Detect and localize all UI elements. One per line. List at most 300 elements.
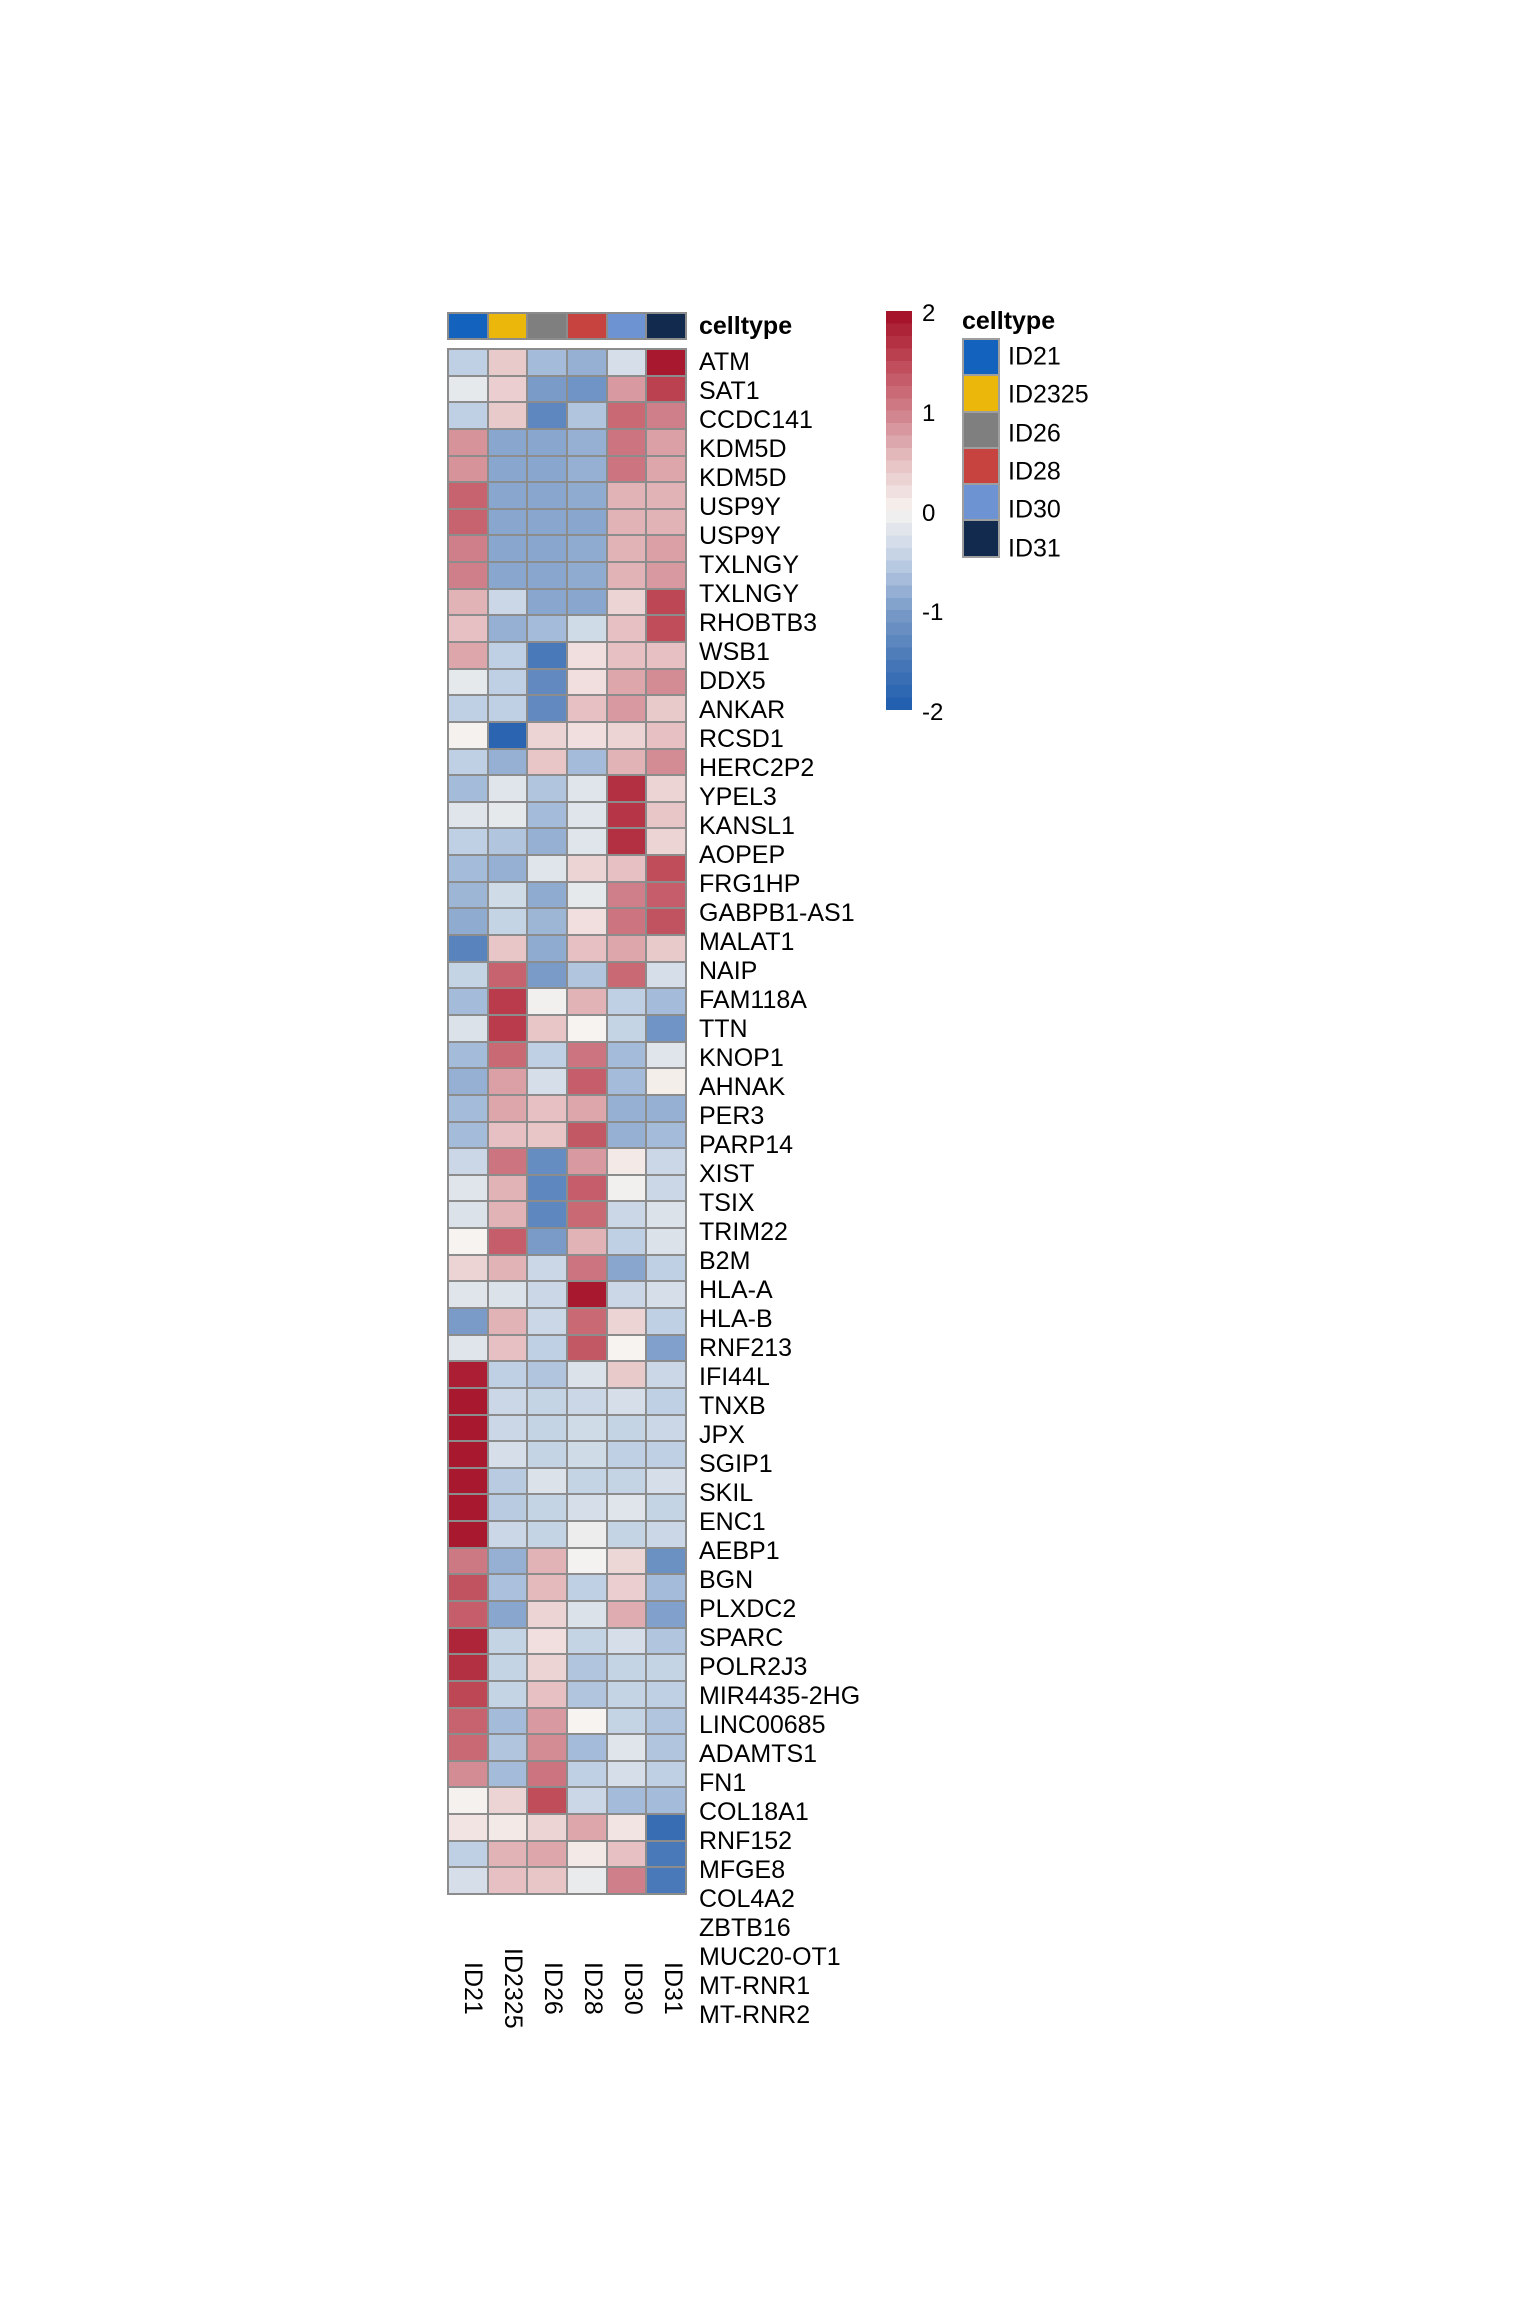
heatmap-cell [607, 722, 647, 749]
row-label: MUC20-OT1 [699, 1943, 841, 1971]
heatmap-cell [448, 1415, 488, 1442]
row-label: FRG1HP [699, 870, 801, 898]
row-label: TNXB [699, 1392, 766, 1420]
heatmap-cell [646, 1787, 686, 1814]
row-label: HLA-A [699, 1276, 773, 1304]
heatmap-cell [448, 1361, 488, 1388]
annotation-cell-ID31 [646, 313, 686, 339]
heatmap-cell [646, 1095, 686, 1122]
heatmap-cell [567, 1228, 607, 1255]
heatmap-cell [448, 1335, 488, 1362]
heatmap-cell [488, 1601, 528, 1628]
heatmap-cell [527, 962, 567, 989]
heatmap-cell [567, 1548, 607, 1575]
heatmap-cell [448, 1708, 488, 1735]
row-label: RNF152 [699, 1827, 793, 1855]
row-label: FAM118A [699, 986, 807, 1014]
row-label: SPARC [699, 1624, 784, 1652]
heatmap-cell [646, 1867, 686, 1894]
column-label: ID30 [619, 1961, 647, 2015]
row-label: ATM [699, 348, 750, 376]
heatmap-cell [448, 882, 488, 909]
heatmap-cell [488, 882, 528, 909]
heatmap-cell [646, 1201, 686, 1228]
heatmap-cell [567, 1361, 607, 1388]
heatmap-cell [448, 1228, 488, 1255]
heatmap-cell [607, 1042, 647, 1069]
heatmap-cell [448, 988, 488, 1015]
heatmap-cell [488, 935, 528, 962]
heatmap-cell [646, 376, 686, 403]
heatmap-cell [527, 1628, 567, 1655]
heatmap-cell [607, 1308, 647, 1335]
heatmap-cell [646, 615, 686, 642]
heatmap-cell [488, 482, 528, 509]
heatmap-cell [488, 1761, 528, 1788]
heatmap-cell [607, 1175, 647, 1202]
heatmap-cell [646, 1494, 686, 1521]
row-label: USP9Y [699, 522, 781, 550]
heatmap-cell [448, 456, 488, 483]
heatmap-cell [488, 962, 528, 989]
heatmap-cell [488, 1201, 528, 1228]
row-label: HLA-B [699, 1305, 773, 1333]
heatmap-cell [607, 935, 647, 962]
heatmap-cell [607, 1122, 647, 1149]
heatmap-cell [646, 855, 686, 882]
heatmap-cell [607, 1335, 647, 1362]
heatmap-cell [527, 642, 567, 669]
heatmap-cell [607, 589, 647, 616]
heatmap-cell [527, 1415, 567, 1442]
heatmap-cell [488, 1255, 528, 1282]
heatmap-cell [567, 349, 607, 376]
heatmap-cell [448, 722, 488, 749]
heatmap-cell [527, 349, 567, 376]
heatmap-cell [646, 1308, 686, 1335]
celltype-legend-swatches [962, 338, 1000, 558]
heatmap-cell [527, 1601, 567, 1628]
heatmap-cell [488, 1787, 528, 1814]
row-label: TRIM22 [699, 1218, 788, 1246]
heatmap-cell [567, 509, 607, 536]
heatmap-cell [567, 669, 607, 696]
heatmap-cell [527, 1361, 567, 1388]
heatmap-cell [607, 1494, 647, 1521]
heatmap-cell [567, 1148, 607, 1175]
heatmap-cell [567, 1867, 607, 1894]
heatmap-cell [646, 1415, 686, 1442]
heatmap-cell [607, 962, 647, 989]
heatmap-cell [607, 775, 647, 802]
heatmap-cell [527, 1708, 567, 1735]
heatmap-cell [567, 1281, 607, 1308]
heatmap-cell [567, 1015, 607, 1042]
row-label: RCSD1 [699, 725, 784, 753]
heatmap-cell [448, 802, 488, 829]
heatmap-cell [567, 935, 607, 962]
colorbar-tick-label: 0 [922, 499, 936, 527]
heatmap-cell [567, 828, 607, 855]
heatmap-cell [646, 1468, 686, 1495]
heatmap-cell [527, 1787, 567, 1814]
heatmap-cell [488, 1228, 528, 1255]
column-label: ID2325 [499, 1947, 527, 2029]
heatmap-cell [567, 1628, 607, 1655]
heatmap-cell [448, 1867, 488, 1894]
heatmap-cell [607, 1255, 647, 1282]
row-label: PLXDC2 [699, 1595, 797, 1623]
heatmap-cell [448, 1068, 488, 1095]
heatmap-cell [567, 1521, 607, 1548]
heatmap-cell [488, 1814, 528, 1841]
heatmap-cell [527, 1654, 567, 1681]
heatmap-cell [527, 908, 567, 935]
heatmap-cell [646, 908, 686, 935]
row-label: TXLNGY [699, 551, 800, 579]
heatmap-cell [448, 589, 488, 616]
heatmap-cell [488, 1708, 528, 1735]
heatmap-cell [567, 1734, 607, 1761]
heatmap-cell [448, 1601, 488, 1628]
heatmap-cell [607, 908, 647, 935]
heatmap-cell [488, 1042, 528, 1069]
heatmap-cell [646, 509, 686, 536]
row-label: CCDC141 [699, 406, 813, 434]
colorbar-tick-label: 2 [922, 300, 936, 327]
heatmap-cell [527, 1201, 567, 1228]
heatmap-cell [567, 589, 607, 616]
legend-label-ID31: ID31 [1008, 534, 1061, 563]
heatmap-cell [448, 1574, 488, 1601]
heatmap-cell [567, 882, 607, 909]
heatmap-cell [567, 456, 607, 483]
heatmap-cell [448, 482, 488, 509]
row-label: BGN [699, 1566, 754, 1594]
row-label: COL18A1 [699, 1798, 809, 1826]
heatmap-cell [448, 429, 488, 456]
heatmap-cell [607, 642, 647, 669]
heatmap-cell [567, 1468, 607, 1495]
heatmap-cell [527, 1255, 567, 1282]
column-label: ID31 [659, 1961, 687, 2015]
heatmap-cell [646, 1015, 686, 1042]
heatmap-cell [646, 1841, 686, 1868]
legend-swatch-ID30 [962, 483, 1000, 521]
heatmap-cell [448, 1095, 488, 1122]
row-label: ANKAR [699, 696, 786, 724]
heatmap-cell [567, 376, 607, 403]
heatmap-cell [527, 535, 567, 562]
heatmap-cell [527, 615, 567, 642]
row-label: MALAT1 [699, 928, 795, 956]
legend-label-ID30: ID30 [1008, 495, 1061, 524]
row-label: GABPB1-AS1 [699, 899, 855, 927]
heatmap-cell [527, 1068, 567, 1095]
heatmap-cell [488, 1548, 528, 1575]
heatmap-cell [607, 1015, 647, 1042]
heatmap-cell [488, 1308, 528, 1335]
legend-label-ID2325: ID2325 [1008, 380, 1089, 409]
heatmap-cell [527, 1494, 567, 1521]
heatmap-cell [646, 1601, 686, 1628]
heatmap-cell [448, 1681, 488, 1708]
heatmap-cell [646, 1228, 686, 1255]
heatmap-cell [448, 1787, 488, 1814]
heatmap-cell [488, 509, 528, 536]
heatmap-cell [607, 1361, 647, 1388]
heatmap-cell [448, 535, 488, 562]
legend-swatch-ID28 [962, 447, 1000, 485]
row-label: SAT1 [699, 377, 760, 405]
heatmap-cell [607, 882, 647, 909]
heatmap-cell [607, 535, 647, 562]
heatmap-cell [488, 908, 528, 935]
heatmap-cell [567, 482, 607, 509]
heatmap-cell [607, 1574, 647, 1601]
heatmap-cell [646, 1255, 686, 1282]
heatmap-cell [607, 1548, 647, 1575]
row-label: SKIL [699, 1479, 754, 1507]
heatmap-cell [607, 376, 647, 403]
heatmap-cell [448, 1201, 488, 1228]
heatmap-cell [527, 1814, 567, 1841]
heatmap-cell [527, 1175, 567, 1202]
legend-swatch-ID2325 [962, 374, 1000, 412]
heatmap-cell [567, 988, 607, 1015]
heatmap-cell [488, 456, 528, 483]
heatmap-cell [448, 1654, 488, 1681]
heatmap-cell [607, 615, 647, 642]
colorbar-tick-label: -2 [922, 699, 944, 726]
heatmap-cell [607, 1228, 647, 1255]
heatmap-cell [607, 1148, 647, 1175]
heatmap-cell [646, 1122, 686, 1149]
row-label: B2M [699, 1247, 751, 1275]
heatmap-cell [646, 535, 686, 562]
heatmap-cell [488, 775, 528, 802]
heatmap-cell [567, 1708, 607, 1735]
heatmap-cell [488, 722, 528, 749]
heatmap-cell [646, 1068, 686, 1095]
row-label: KNOP1 [699, 1044, 784, 1072]
heatmap-cell [607, 1628, 647, 1655]
legend-label-ID21: ID21 [1008, 342, 1061, 371]
sample-column-labels [447, 1903, 687, 2073]
row-label: ZBTB16 [699, 1914, 791, 1942]
heatmap-cell [567, 1095, 607, 1122]
heatmap-cell [567, 1122, 607, 1149]
heatmap-cell [448, 1761, 488, 1788]
heatmap-cell [527, 1841, 567, 1868]
row-label: MT-RNR2 [699, 2001, 811, 2029]
heatmap-cell [567, 1335, 607, 1362]
heatmap-cell [448, 1494, 488, 1521]
heatmap-cell [607, 456, 647, 483]
heatmap-cell [448, 1814, 488, 1841]
heatmap-cell [488, 1734, 528, 1761]
heatmap-cell [448, 615, 488, 642]
colorbar-tick-label: 1 [922, 399, 936, 427]
heatmap-cell [646, 349, 686, 376]
heatmap-cell [567, 1042, 607, 1069]
heatmap-cell [527, 1468, 567, 1495]
heatmap-cell [488, 1654, 528, 1681]
heatmap-cell [488, 1867, 528, 1894]
heatmap-cell [646, 775, 686, 802]
heatmap-cell [567, 562, 607, 589]
heatmap-cell [448, 1175, 488, 1202]
heatmap-cell [607, 1281, 647, 1308]
row-label: KDM5D [699, 435, 787, 463]
heatmap-cell [527, 509, 567, 536]
heatmap-cell [527, 855, 567, 882]
heatmap-cell [607, 1787, 647, 1814]
annotation-title: celltype [699, 312, 793, 340]
row-label: MIR4435-2HG [699, 1682, 861, 1710]
heatmap-grid [447, 348, 687, 1895]
heatmap-cell [448, 935, 488, 962]
heatmap-cell [527, 1095, 567, 1122]
heatmap-cell [567, 1814, 607, 1841]
heatmap-cell [527, 429, 567, 456]
heatmap-cell [607, 1468, 647, 1495]
heatmap-cell [448, 1628, 488, 1655]
row-label: XIST [699, 1160, 755, 1188]
heatmap-cell [527, 1867, 567, 1894]
heatmap-cell [527, 1308, 567, 1335]
heatmap-cell [448, 1841, 488, 1868]
heatmap-cell [646, 1814, 686, 1841]
heatmap-cell [646, 669, 686, 696]
heatmap-cell [527, 1122, 567, 1149]
heatmap-cell [448, 1308, 488, 1335]
legend-swatch-ID21 [962, 338, 1000, 376]
heatmap-cell [448, 1388, 488, 1415]
heatmap-cell [646, 1521, 686, 1548]
heatmap-cell [646, 482, 686, 509]
heatmap-cell [488, 1361, 528, 1388]
heatmap-cell [448, 908, 488, 935]
row-label: HERC2P2 [699, 754, 815, 782]
heatmap-cell [488, 1122, 528, 1149]
heatmap-cell [488, 1681, 528, 1708]
heatmap-cell [527, 1548, 567, 1575]
heatmap-cell [527, 1761, 567, 1788]
row-label: TTN [699, 1015, 748, 1043]
annotation-cell-ID26 [527, 313, 567, 339]
heatmap-cell [646, 882, 686, 909]
heatmap-cell [448, 1468, 488, 1495]
heatmap-cell [646, 1628, 686, 1655]
heatmap-cell [448, 1734, 488, 1761]
heatmap-cell [567, 1787, 607, 1814]
heatmap-cell [646, 1708, 686, 1735]
row-label: KANSL1 [699, 812, 795, 840]
heatmap-cell [567, 429, 607, 456]
heatmap-cell [607, 802, 647, 829]
row-label: COL4A2 [699, 1885, 795, 1913]
heatmap-cell [646, 1042, 686, 1069]
heatmap-cell [607, 828, 647, 855]
annotation-cell-ID2325 [488, 313, 528, 339]
heatmap-cell [488, 802, 528, 829]
heatmap-cell [488, 695, 528, 722]
heatmap-cell [527, 669, 567, 696]
heatmap-cell [488, 1281, 528, 1308]
celltype-legend-title: celltype [962, 307, 1056, 335]
heatmap-cell [527, 1281, 567, 1308]
heatmap-cell [607, 1814, 647, 1841]
heatmap-cell [527, 722, 567, 749]
heatmap-cell [567, 402, 607, 429]
heatmap-cell [567, 775, 607, 802]
heatmap-cell [527, 828, 567, 855]
heatmap-cell [567, 749, 607, 776]
heatmap-cell [607, 695, 647, 722]
heatmap-cell [607, 1681, 647, 1708]
row-label: POLR2J3 [699, 1653, 808, 1681]
heatmap-cell [607, 749, 647, 776]
heatmap-cell [488, 535, 528, 562]
heatmap-cell [646, 802, 686, 829]
heatmap-cell [488, 1574, 528, 1601]
heatmap-cell [448, 376, 488, 403]
heatmap-cell [448, 1548, 488, 1575]
heatmap-cell [607, 1734, 647, 1761]
annotation-cell-ID30 [607, 313, 647, 339]
heatmap-cell [646, 1574, 686, 1601]
heatmap-cell [488, 855, 528, 882]
row-label: FN1 [699, 1769, 747, 1797]
heatmap-cell [607, 1867, 647, 1894]
heatmap-cell [448, 349, 488, 376]
row-label: DDX5 [699, 667, 766, 695]
heatmap-cell [607, 509, 647, 536]
heatmap-cell [646, 1175, 686, 1202]
heatmap-cell [646, 589, 686, 616]
heatmap-cell [488, 589, 528, 616]
heatmap-cell [646, 1654, 686, 1681]
column-annotation-bar [447, 312, 687, 340]
heatmap-cell [567, 695, 607, 722]
heatmap-cell [527, 749, 567, 776]
heatmap-cell [607, 988, 647, 1015]
heatmap-cell [567, 1574, 607, 1601]
heatmap-cell [567, 1441, 607, 1468]
heatmap-cell [527, 988, 567, 1015]
heatmap-cell [488, 1441, 528, 1468]
column-label: ID26 [539, 1961, 567, 2015]
annotation-cell-ID21 [448, 313, 488, 339]
heatmap-cell [527, 1521, 567, 1548]
heatmap-cell [448, 1281, 488, 1308]
row-label: WSB1 [699, 638, 770, 666]
heatmap-cell [567, 1255, 607, 1282]
heatmap-cell [607, 855, 647, 882]
heatmap-cell [567, 1841, 607, 1868]
heatmap-cell [607, 1841, 647, 1868]
row-label: TSIX [699, 1189, 755, 1217]
row-label: RNF213 [699, 1334, 793, 1362]
heatmap-cell [646, 935, 686, 962]
heatmap-cell [646, 1681, 686, 1708]
heatmap-cell [488, 562, 528, 589]
heatmap-cell [646, 429, 686, 456]
heatmap-cell [527, 1734, 567, 1761]
heatmap-cell [607, 349, 647, 376]
row-label: ADAMTS1 [699, 1740, 818, 1768]
